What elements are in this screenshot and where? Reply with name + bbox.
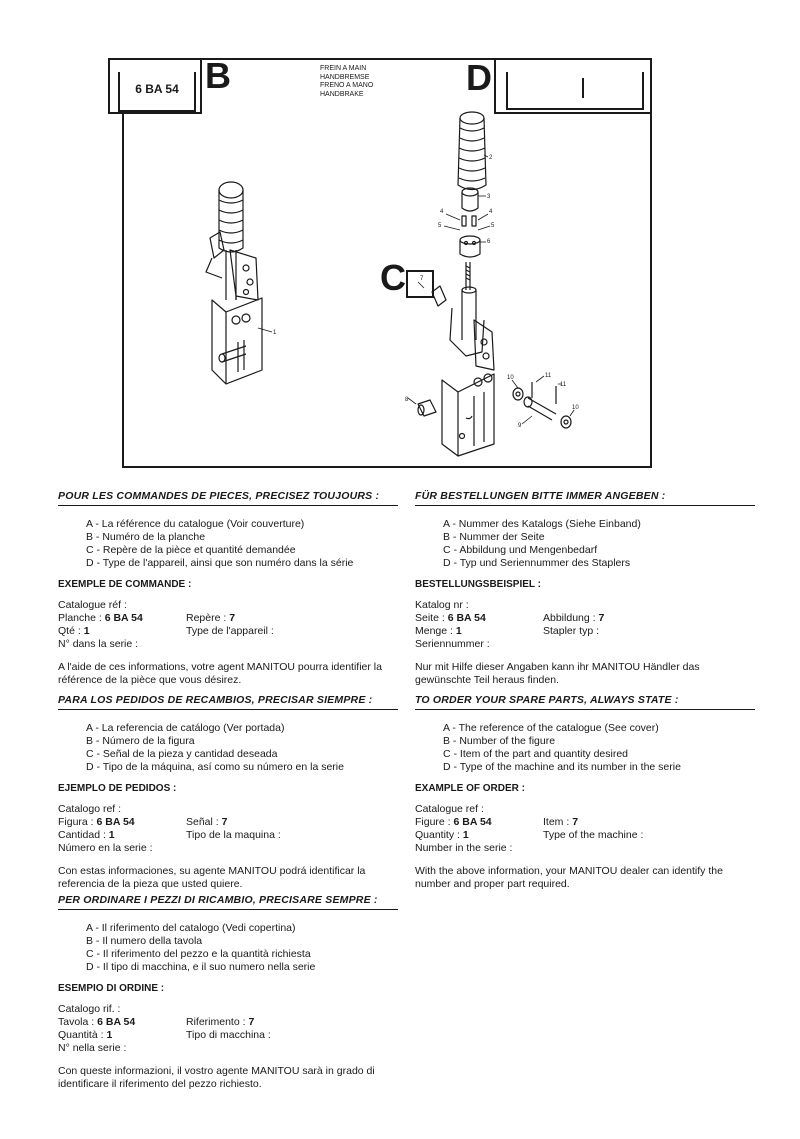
row1-label: Seite : <box>415 612 448 624</box>
callout-6: 6 <box>487 239 491 245</box>
order-example <box>415 803 755 855</box>
order-example <box>58 803 398 855</box>
example-title: EXAMPLE OF ORDER : <box>415 783 526 794</box>
title-fr: FREIN A MAIN <box>320 65 367 72</box>
row2-right: Type of the machine : <box>543 829 644 841</box>
list-item: C - Item of the part and quantity desired <box>443 748 629 760</box>
catalogue-line: Katalog nr : <box>415 599 469 611</box>
row2-value: 1 <box>455 625 462 637</box>
callout-1: 1 <box>273 330 277 336</box>
callout-11a: 11 <box>545 373 552 379</box>
row2-value: 1 <box>83 625 90 637</box>
row2-label: Quantity : <box>415 829 463 841</box>
example-title: EJEMPLO DE PEDIDOS : <box>58 783 177 794</box>
section-note: A l'aide de ces informations, votre agent MANITOU pourra identifier la référence de la pièce que vous désirez. <box>58 661 382 686</box>
list-item: C - Il riferimento del pezzo e la quantità richiesta <box>86 948 311 960</box>
list-item: B - Número de la figura <box>86 735 195 747</box>
detail-c-box <box>406 270 434 298</box>
row2-label: Menge : <box>415 625 456 637</box>
row2-value: 1 <box>462 829 469 841</box>
list-item: B - Nummer der Seite <box>443 531 545 543</box>
title-de: HANDBREMSE <box>320 73 370 81</box>
row2-label: Quantità : <box>58 1029 107 1041</box>
row2-right: Stapler typ : <box>543 625 600 637</box>
instruction-list <box>58 922 398 974</box>
list-item: C - Señal de la pieza y cantidad deseada <box>86 748 278 760</box>
row1-value: 6 BA 54 <box>453 816 492 828</box>
section-heading: FÜR BESTELLUNGEN BITTE IMMER ANGEBEN : <box>415 490 755 506</box>
callout-8: 8 <box>405 397 409 403</box>
row1-right-label: Item : <box>543 816 573 828</box>
instruction-list <box>58 518 398 570</box>
row2-right: Type de l'appareil : <box>186 625 274 637</box>
list-item: A - The reference of the catalogue (See cover) <box>443 722 659 734</box>
list-item: B - Number of the figure <box>443 735 556 747</box>
assembled-handbrake-drawing <box>206 182 272 384</box>
list-item: D - Type of the machine and its number in the serie <box>443 761 681 773</box>
callout-10a: 10 <box>507 375 514 381</box>
series-line: Seriennummer : <box>415 638 490 650</box>
row1-label: Figura : <box>58 816 97 828</box>
row1-right-value: 7 <box>229 612 236 624</box>
plate-letter-b: B <box>205 55 231 96</box>
section-heading: PARA LOS PEDIDOS DE RECAMBIOS, PRECISAR SIEMPRE : <box>58 694 398 710</box>
row1-value: 6 BA 54 <box>104 612 143 624</box>
row1-label: Tavola : <box>58 1016 98 1028</box>
row2-label: Qté : <box>58 625 84 637</box>
callout-4b: 4 <box>489 209 493 215</box>
section-note: Con estas informaciones, su agente MANITOU podrá identificar la referencia de la pieza que usted quiere. <box>58 865 366 890</box>
order-example <box>58 1003 398 1055</box>
instruction-list <box>415 518 755 570</box>
row2-label: Cantidad : <box>58 829 109 841</box>
order-example <box>415 599 755 651</box>
section-french <box>58 490 398 687</box>
section-spanish <box>58 694 398 891</box>
row1-value: 6 BA 54 <box>447 612 486 624</box>
catalogue-line: Catalogue réf : <box>58 599 127 611</box>
series-line: Number in the serie : <box>415 842 513 854</box>
row1-right-value: 7 <box>598 612 605 624</box>
catalogue-line: Catalogue ref : <box>415 803 484 815</box>
callout-3: 3 <box>487 194 491 200</box>
callout-11b: 11 <box>560 382 567 388</box>
callout-10b: 10 <box>572 405 579 411</box>
example-title: ESEMPIO DI ORDINE : <box>58 983 165 994</box>
section-italian <box>58 894 398 1091</box>
list-item: B - Numéro de la planche <box>86 531 206 543</box>
row2-right: Tipo de la maquina : <box>186 829 281 841</box>
callout-5b: 5 <box>491 223 495 229</box>
row1-value: 6 BA 54 <box>97 1016 136 1028</box>
section-note: Nur mit Hilfe dieser Angaben kann ihr MANITOU Händler das gewünschte Teil heraus finden. <box>415 661 700 686</box>
callout-5a: 5 <box>438 223 442 229</box>
row1-label: Figure : <box>415 816 454 828</box>
section-heading: POUR LES COMMANDES DE PIECES, PRECISEZ TOUJOURS : <box>58 490 398 506</box>
section-heading: PER ORDINARE I PEZZI DI RICAMBIO, PRECISARE SEMPRE : <box>58 894 398 910</box>
row2-value: 1 <box>106 1029 113 1041</box>
row1-right-value: 7 <box>248 1016 255 1028</box>
handbrake-exploded-diagram <box>0 0 800 470</box>
section-note: With the above information, your MANITOU dealer can identify the number and proper part required. <box>415 865 723 890</box>
section-english <box>415 694 755 891</box>
section-heading: TO ORDER YOUR SPARE PARTS, ALWAYS STATE : <box>415 694 755 710</box>
section-note: Con queste informazioni, il vostro agente MANITOU sarà in grado di identificare il riferimento del pezzo richiesto. <box>58 1065 375 1090</box>
example-title: BESTELLUNGSBEISPIEL : <box>415 579 541 590</box>
catalogue-line: Catalogo ref : <box>58 803 122 815</box>
section-german <box>415 490 755 687</box>
instruction-list <box>58 722 398 774</box>
row2-value: 1 <box>108 829 115 841</box>
row1-right-value: 7 <box>572 816 579 828</box>
title-en: HANDBRAKE <box>320 90 364 98</box>
row2-right: Tipo di macchina : <box>186 1029 271 1041</box>
list-item: D - Type de l'appareil, ainsi que son numéro dans la série <box>86 557 354 569</box>
list-item: B - Il numero della tavola <box>86 935 203 947</box>
row1-right-label: Abbildung : <box>543 612 599 624</box>
list-item: A - La referencia de catálogo (Ver portada) <box>86 722 285 734</box>
callout-9: 9 <box>518 423 522 429</box>
list-item: C - Abbildung und Mengenbedarf <box>443 544 598 556</box>
callout-4a: 4 <box>440 209 444 215</box>
callout-7: 7 <box>420 276 424 282</box>
list-item: D - Typ und Seriennummer des Staplers <box>443 557 631 569</box>
order-example <box>58 599 398 651</box>
plate-letter-d: D <box>466 57 492 98</box>
list-item: A - Il riferimento del catalogo (Vedi copertina) <box>86 922 296 934</box>
list-item: C - Repère de la pièce et quantité demandée <box>86 544 296 556</box>
list-item: D - Il tipo di macchina, e il suo numero nella serie <box>86 961 316 973</box>
instruction-list <box>415 722 755 774</box>
detail-letter-c: C <box>380 257 406 298</box>
example-title: EXEMPLE DE COMMANDE : <box>58 579 192 590</box>
title-es: FRENO A MANO <box>320 82 374 89</box>
catalogue-ref: 6 BA 54 <box>135 82 179 96</box>
list-item: A - La référence du catalogue (Voir couverture) <box>86 518 305 530</box>
row1-value: 6 BA 54 <box>96 816 135 828</box>
row1-right-label: Señal : <box>186 816 222 828</box>
series-line: Número en la serie : <box>58 842 153 854</box>
row1-right-label: Riferimento : <box>186 1016 249 1028</box>
series-line: N° dans la serie : <box>58 638 139 650</box>
callout-2: 2 <box>489 155 493 161</box>
catalogue-line: Catalogo rif. : <box>58 1003 121 1015</box>
row1-label: Planche : <box>58 612 105 624</box>
series-line: N° nella serie : <box>58 1042 127 1054</box>
list-item: D - Tipo de la máquina, así como su número en la serie <box>86 761 344 773</box>
row1-right-label: Repère : <box>186 612 230 624</box>
row1-right-value: 7 <box>221 816 228 828</box>
list-item: A - Nummer des Katalogs (Siehe Einband) <box>443 518 641 530</box>
